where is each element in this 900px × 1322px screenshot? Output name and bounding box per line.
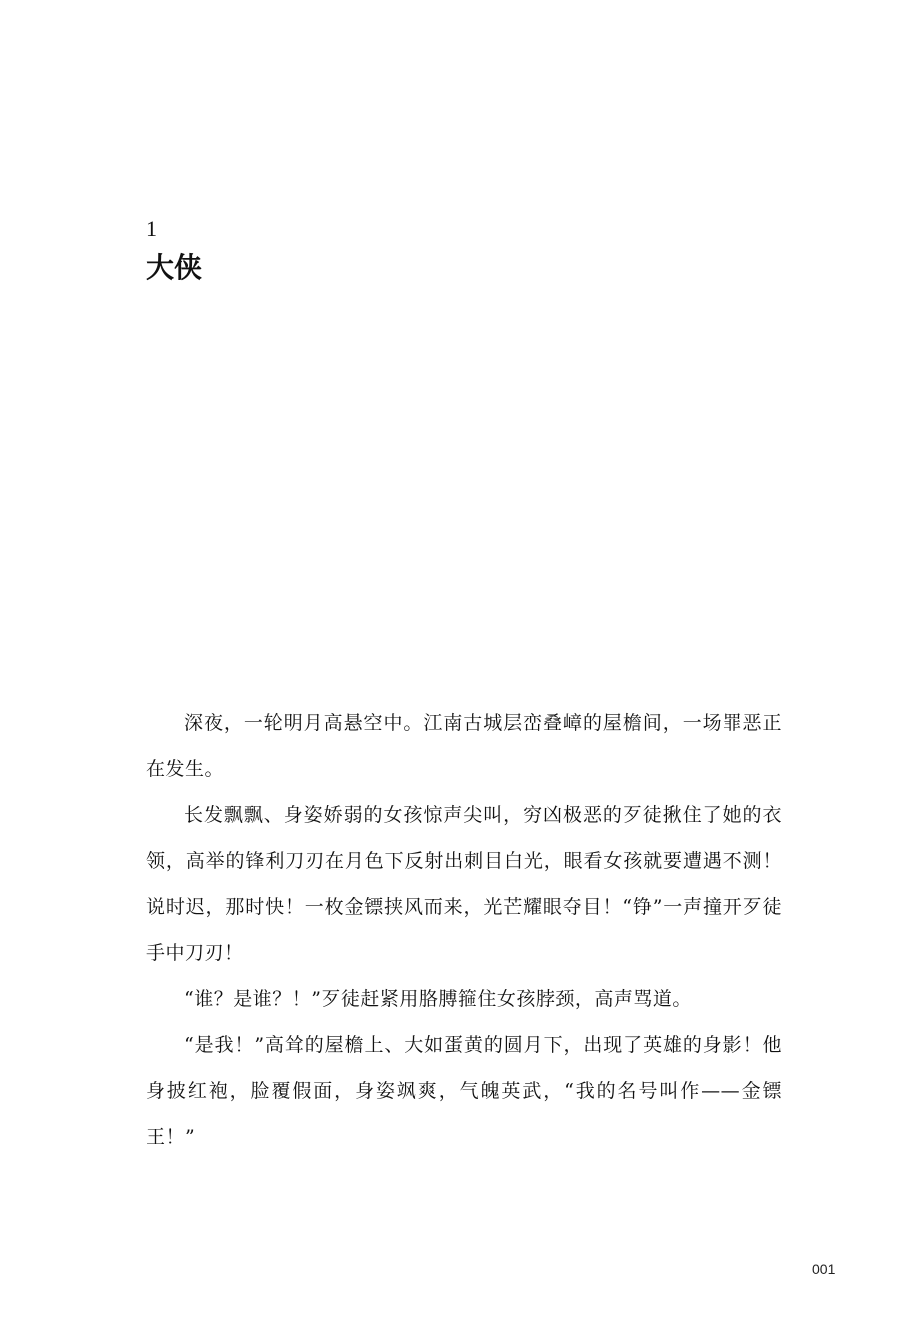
paragraph-3: “谁？是谁？！”歹徒赶紧用胳膊箍住女孩脖颈，高声骂道。	[184, 988, 692, 1010]
page-number: 001	[812, 1261, 836, 1277]
chapter-title: 大侠	[146, 251, 203, 284]
paragraph-2: 长发飘飘、身姿娇弱的女孩惊声尖叫，穷凶极恶的歹徒揪住了她的衣领，高举的锋利刀刃在月色下反射出刺目白光，眼看女孩就要遭遇不测！说时迟，那时快！一枚金镖挟风而来，光芒耀眼夺目！“铮”一声撞开歹徒手中刀刃！	[146, 804, 782, 964]
chapter-number: 1	[146, 216, 157, 241]
paragraph-1: 深夜，一轮明月高悬空中。江南古城层峦叠嶂的屋檐间，一场罪恶正在发生。	[146, 712, 782, 780]
paragraph-4: “是我！”高耸的屋檐上、大如蛋黄的圆月下，出现了英雄的身影！他身披红袍，脸覆假面，身姿飒爽，气魄英武，“我的名号叫作——金镖王！”	[146, 1034, 782, 1148]
body-text	[146, 700, 782, 1160]
